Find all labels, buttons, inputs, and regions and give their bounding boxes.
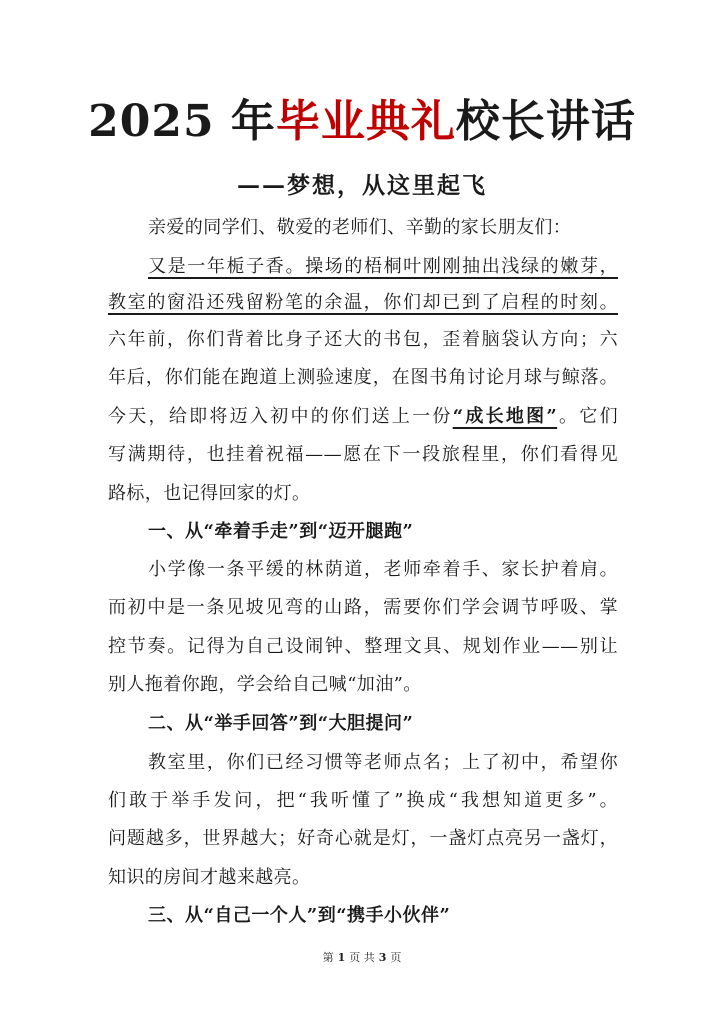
- section-2-heading: 二、从“举手回答”到“大胆提问”: [148, 713, 414, 734]
- section-1-line-4: 别人拖着你跑，学会给自己喊“加油”。: [108, 674, 422, 695]
- intro-line-1: 又是一年栀子香。操场的梧桐叶刚刚抽出浅绿的嫩芽，: [148, 256, 618, 277]
- para1-line-3-after: 。它们: [557, 406, 618, 427]
- section-1-line-1: 小学像一条平缓的林荫道，老师牵着手、家长护着肩。: [148, 559, 618, 580]
- section-2-line-3: 问题越多，世界越大；好奇心就是灯，一盏灯点亮另一盏灯，: [108, 828, 618, 849]
- section-1-line-3: 控节奏。记得为自己设闹钟、整理文具、规划作业——别让: [108, 636, 618, 657]
- para1-line-4: 写满期待，也挂着祝福——愿在下一段旅程里，你们看得见: [108, 444, 618, 465]
- section-2-line-4: 知识的房间才越来越亮。: [108, 867, 311, 888]
- title-highlight: 毕业典礼: [275, 96, 456, 147]
- title-rest: 校长讲话: [455, 96, 636, 147]
- section-1-line-2: 而初中是一条见坡见弯的山路，需要你们学会调节呼吸、掌: [108, 597, 618, 618]
- section-3-heading: 三、从“自己一个人”到“携手小伙伴”: [148, 905, 451, 926]
- page-subtitle: ——梦想，从这里起飞: [237, 172, 487, 199]
- section-2-line-1: 教室里，你们已经习惯等老师点名；上了初中，希望你: [148, 752, 618, 773]
- section-1-heading: 一、从“牵着手走”到“迈开腿跑”: [148, 521, 414, 542]
- para1-line-2: 年后，你们能在跑道上测验速度，在图书角讨论月球与鲸落。: [108, 367, 618, 388]
- footer-page-number: 1: [337, 951, 346, 964]
- title-year: 2025 年: [88, 96, 276, 147]
- footer-suffix: 页: [390, 951, 402, 964]
- footer-total-pages: 3: [378, 951, 387, 964]
- footer-middle: 页 共: [349, 951, 375, 964]
- para1-line-5: 路标，也记得回家的灯。: [108, 483, 311, 504]
- para1-line-1: 六年前，你们背着比身子还大的书包，歪着脑袋认方向；六: [108, 329, 618, 350]
- page-title: [0, 92, 724, 152]
- growth-map-highlight: “成长地图”: [452, 406, 558, 427]
- para1-line-3: [108, 403, 618, 431]
- section-2-line-2: 们敢于举手发问，把“我听懂了”换成“我想知道更多”。: [108, 790, 618, 811]
- para1-line-3-before: 今天，给即将迈入初中的你们送上一份: [108, 406, 453, 427]
- footer-prefix: 第: [322, 951, 334, 964]
- page-footer: [0, 950, 724, 966]
- greeting-line: 亲爱的同学们、敬爱的老师们、辛勤的家长朋友们：: [148, 217, 572, 238]
- intro-line-2: 教室的窗沿还残留粉笔的余温，你们却已到了启程的时刻。: [108, 292, 618, 313]
